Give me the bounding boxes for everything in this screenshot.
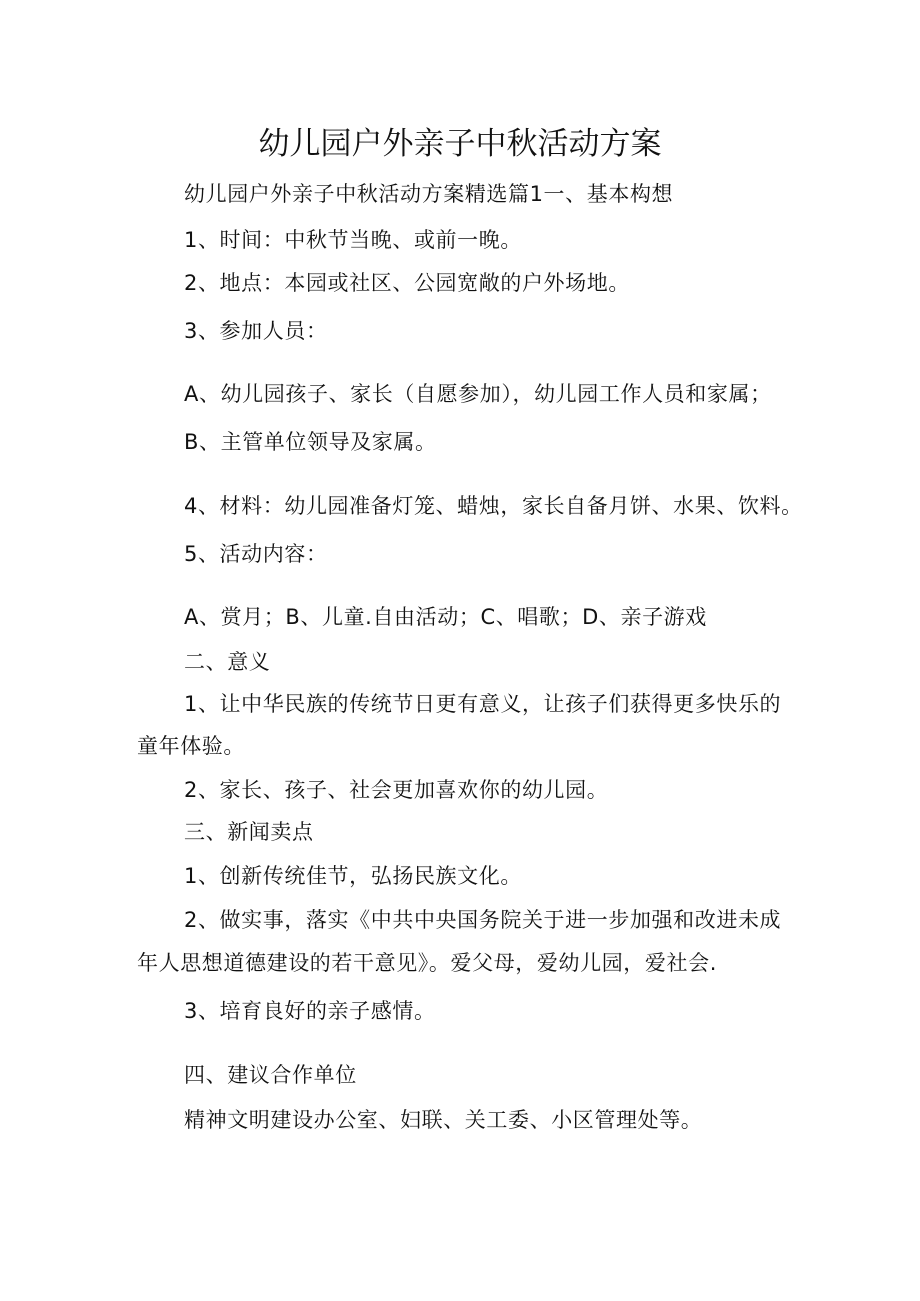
- intro-line: 幼儿园户外亲子中秋活动方案精选篇1一、基本构想: [184, 182, 674, 206]
- meaning-2-line: 2、家长、孩子、社会更加喜欢你的幼儿园。: [184, 778, 609, 802]
- meaning-1-continuation: 童年体验。: [137, 734, 245, 758]
- news-2-continuation: 年人思想道德建设的若干意见》。爱父母，爱幼儿园，爱社会.: [137, 951, 717, 975]
- participants-b-line: B、主管单位领导及家属。: [184, 430, 437, 454]
- participants-a-line: A、幼儿园孩子、家长（自愿参加），幼儿园工作人员和家属；: [184, 382, 772, 406]
- page-title: 幼儿园户外亲子中秋活动方案: [258, 126, 662, 162]
- participants-heading: 3、参加人员：: [184, 319, 328, 343]
- materials-line: 4、材料：幼儿园准备灯笼、蜡烛，家长自备月饼、水果、饮料。: [184, 494, 803, 518]
- news-1-line: 1、创新传统佳节，弘扬民族文化。: [184, 864, 522, 888]
- news-2-line: 2、做实事，落实《中共中央国务院关于进一步加强和改进未成: [184, 908, 782, 932]
- content-items-line: A、赏月；B、儿童.自由活动；C、唱歌；D、亲子游戏: [184, 605, 707, 629]
- location-line: 2、地点：本园或社区、公园宽敞的户外场地。: [184, 271, 630, 295]
- time-line: 1、时间：中秋节当晚、或前一晚。: [184, 228, 522, 252]
- meaning-1-line: 1、让中华民族的传统节日更有意义，让孩子们获得更多快乐的: [184, 692, 782, 716]
- partners-line: 精神文明建设办公室、妇联、关工委、小区管理处等。: [184, 1108, 703, 1132]
- news-3-line: 3、培育良好的亲子感情。: [184, 999, 436, 1023]
- section-news-heading: 三、新闻卖点: [184, 820, 314, 844]
- section-partners-heading: 四、建议合作单位: [184, 1063, 357, 1087]
- content-heading: 5、活动内容：: [184, 542, 328, 566]
- section-meaning-heading: 二、意义: [184, 650, 271, 674]
